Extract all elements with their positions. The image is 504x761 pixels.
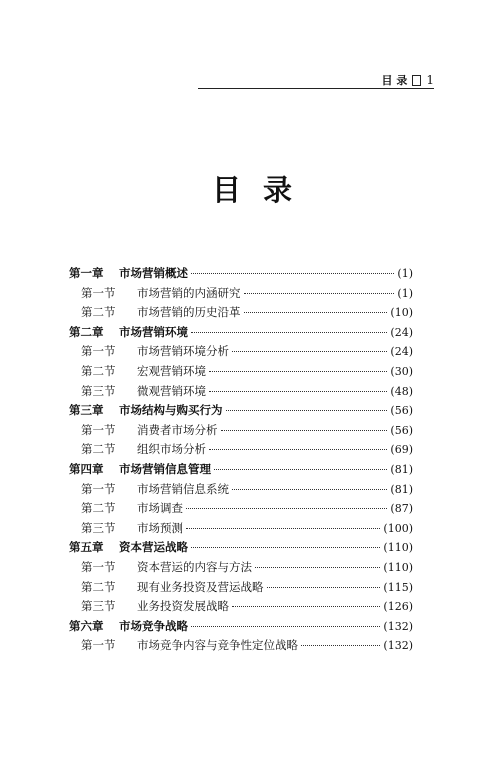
- running-header-text: [382, 72, 434, 88]
- toc-entry-title: 组织市场分析: [137, 442, 206, 457]
- toc-section-row[interactable]: [69, 499, 413, 519]
- toc-entry-number: 第三章: [69, 403, 104, 418]
- toc-entry-title: 消费者市场分析: [137, 422, 218, 437]
- dot-leader: [191, 547, 380, 548]
- toc-chapter-row[interactable]: [69, 617, 413, 637]
- toc-section-row[interactable]: [69, 597, 413, 617]
- toc-entry-page: (56): [390, 423, 413, 437]
- toc-entry-title: 市场竞争战略: [119, 618, 188, 633]
- toc-entry-title: 现有业务投资及营运战略: [137, 579, 264, 594]
- toc-entry-page: (81): [390, 482, 413, 496]
- toc-entry-title: 资本营运的内容与方法: [137, 559, 252, 574]
- toc-entry-number: 第五章: [69, 540, 104, 555]
- toc-entry-page: (10): [390, 306, 413, 320]
- toc-entry-page: (110): [383, 541, 413, 555]
- toc-entry-page: (100): [383, 521, 413, 535]
- toc-chapter-row[interactable]: [69, 538, 413, 558]
- dot-leader: [232, 606, 380, 607]
- dot-leader: [267, 587, 381, 588]
- toc-entry-page: (1): [397, 286, 413, 300]
- dot-leader: [232, 489, 387, 490]
- toc-entry-number: 第一节: [81, 638, 116, 653]
- dot-leader: [214, 469, 387, 470]
- dot-leader: [186, 508, 387, 509]
- toc-entry-title: 资本营运战略: [119, 540, 188, 555]
- toc-entry-title: 市场调查: [137, 501, 183, 516]
- toc-entry-number: 第三节: [81, 520, 116, 535]
- toc-entry-number: 第二节: [81, 363, 116, 378]
- dot-leader: [301, 645, 380, 646]
- toc-entry-number: 第一节: [81, 344, 116, 359]
- toc-entry-page: (48): [390, 384, 413, 398]
- toc-section-row[interactable]: [69, 519, 413, 539]
- toc-entry-title: 市场结构与购买行为: [119, 403, 223, 418]
- toc-entry-title: 宏观营销环境: [137, 363, 206, 378]
- toc-entry-number: 第一章: [69, 266, 104, 280]
- running-header: [198, 72, 434, 89]
- toc-entry-number: 第二节: [81, 442, 116, 457]
- toc-section-row[interactable]: [69, 440, 413, 460]
- toc-entry-title: 市场竞争内容与竞争性定位战略: [137, 638, 298, 653]
- toc-entry-page: (126): [383, 600, 413, 614]
- toc-chapter-row[interactable]: [69, 460, 413, 480]
- dot-leader: [232, 351, 387, 352]
- toc-entry-number: 第四章: [69, 461, 104, 476]
- dot-leader: [191, 332, 387, 333]
- toc-entry-number: 第六章: [69, 618, 104, 633]
- toc-entry-title: 市场营销的历史沿革: [137, 305, 241, 320]
- toc-entry-title: 业务投资发展战略: [137, 599, 229, 614]
- toc-entry-page: (24): [390, 345, 413, 359]
- toc-section-row[interactable]: [69, 303, 413, 323]
- toc-section-row[interactable]: [69, 284, 413, 304]
- toc-entry-page: (132): [383, 619, 413, 633]
- dot-leader: [244, 312, 388, 313]
- dot-leader: [191, 273, 394, 274]
- toc-entry-title: 市场营销环境: [119, 324, 188, 339]
- toc-entry-page: (115): [383, 580, 413, 594]
- toc-entry-number: 第一节: [81, 422, 116, 437]
- toc-entry-title: 市场预测: [137, 520, 183, 535]
- toc-section-row[interactable]: [69, 558, 413, 578]
- toc-entry-number: 第三节: [81, 599, 116, 614]
- toc-section-row[interactable]: [69, 382, 413, 402]
- toc-entry-title: 微观营销环境: [137, 383, 206, 398]
- toc-chapter-row[interactable]: [69, 323, 413, 343]
- dot-leader: [226, 410, 388, 411]
- toc-entry-number: 第一节: [81, 559, 116, 574]
- toc-entry-title: 市场营销信息管理: [119, 461, 211, 476]
- toc-section-row[interactable]: [69, 480, 413, 500]
- toc-entry-page: (132): [383, 639, 413, 653]
- square-box-icon: [412, 75, 421, 86]
- dot-leader: [209, 449, 387, 450]
- toc-section-row[interactable]: [69, 362, 413, 382]
- toc-entry-page: (87): [390, 502, 413, 516]
- toc-entry-page: (30): [390, 364, 413, 378]
- toc-entry-page: (56): [390, 404, 413, 418]
- toc-entry-number: 第二节: [81, 579, 116, 594]
- dot-leader: [255, 567, 380, 568]
- dot-leader: [209, 371, 387, 372]
- page-number: 1: [426, 73, 434, 87]
- toc-entry-title: 市场营销的内涵研究: [137, 285, 241, 300]
- running-header-label: 目 录: [381, 74, 408, 87]
- dot-leader: [186, 528, 380, 529]
- dot-leader: [191, 626, 380, 627]
- toc-section-row[interactable]: [69, 636, 413, 656]
- toc-entry-number: 第一节: [81, 481, 116, 496]
- toc-chapter-row[interactable]: [69, 401, 413, 421]
- toc-section-row[interactable]: [69, 342, 413, 362]
- toc-entry-number: 第二节: [81, 501, 116, 516]
- toc-entry-number: 第二节: [81, 305, 116, 320]
- toc-entry-number: 第一节: [81, 285, 116, 300]
- toc-entry-page: (69): [390, 443, 413, 457]
- page-title: 目录: [211, 173, 314, 207]
- toc-section-row[interactable]: [69, 421, 413, 441]
- toc-entry-number: 第三节: [81, 383, 116, 398]
- toc-entry-page: (1): [397, 267, 413, 280]
- dot-leader: [244, 293, 395, 294]
- toc-entry-page: (81): [390, 462, 413, 476]
- toc-entry-title: 市场营销概述: [119, 266, 188, 280]
- toc-entry-page: (24): [390, 325, 413, 339]
- dot-leader: [221, 430, 388, 431]
- toc-section-row[interactable]: [69, 578, 413, 598]
- toc-entry-title: 市场营销信息系统: [137, 481, 229, 496]
- toc-entry-title: 市场营销环境分析: [137, 344, 229, 359]
- dot-leader: [209, 391, 387, 392]
- toc-entry-page: (110): [383, 560, 413, 574]
- toc-chapter-row[interactable]: [69, 264, 413, 284]
- toc-entry-number: 第二章: [69, 324, 104, 339]
- table-of-contents: [69, 264, 413, 656]
